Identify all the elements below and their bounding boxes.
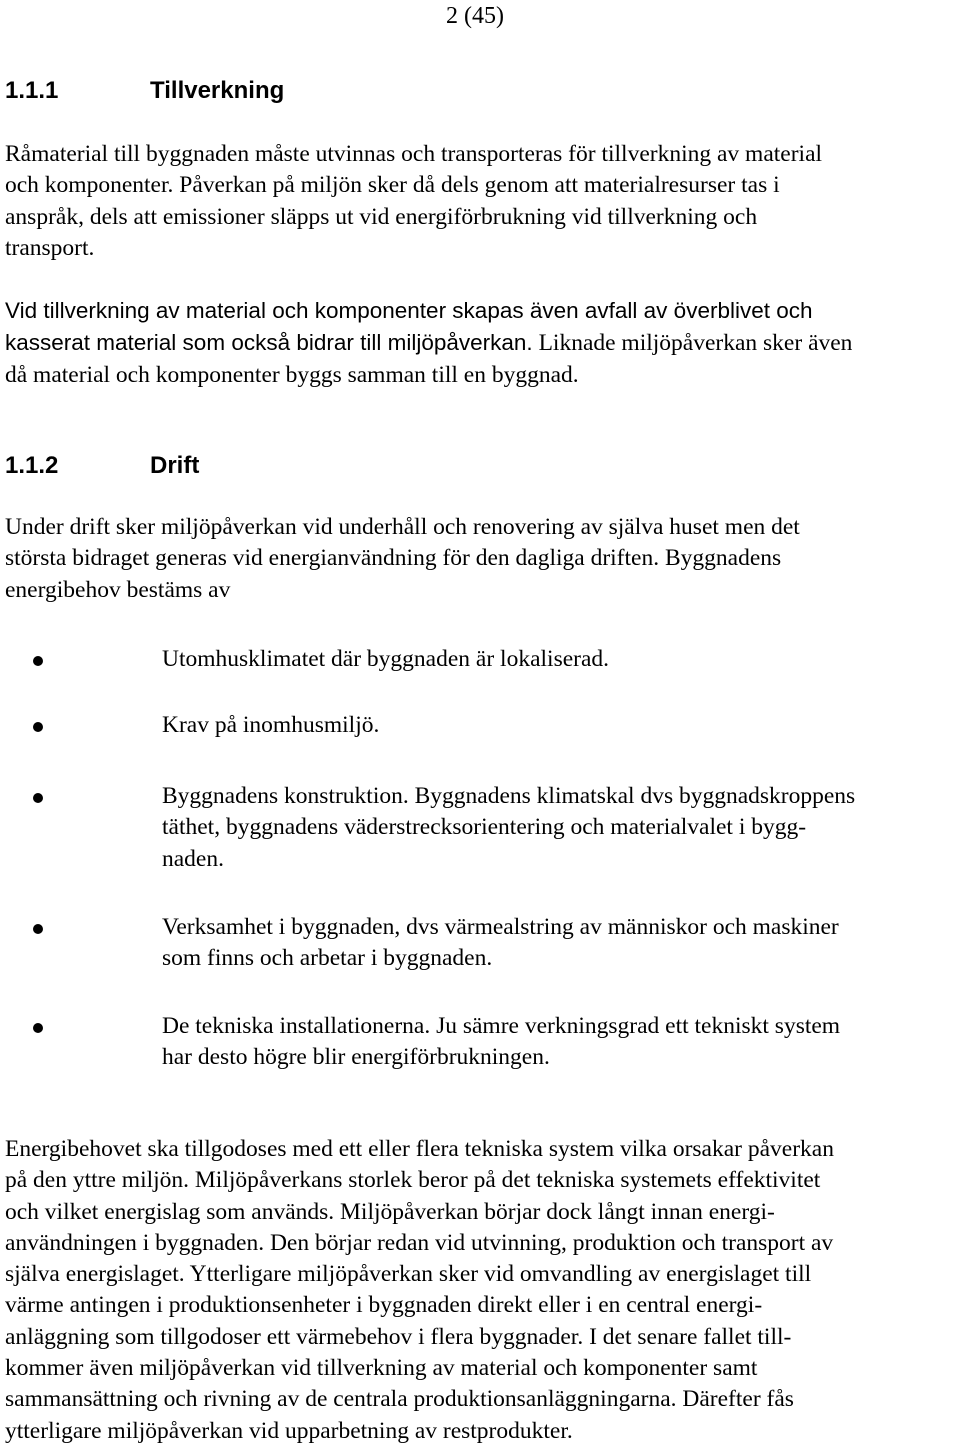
list-item-text: Krav på inomhusmiljö. bbox=[162, 712, 380, 738]
section-heading-drift bbox=[5, 452, 199, 480]
paragraph-operation: Under drift sker miljöpåverkan vid underhåll och renovering av själva huset men det största bidraget generas vid energianvändning för den dagliga driften. Byggnadens energibehov bestäms av bbox=[5, 514, 800, 603]
section-title: Drift bbox=[150, 452, 200, 479]
page-number: 2 (45) bbox=[446, 3, 504, 29]
bullet-dot-icon bbox=[33, 722, 43, 732]
paragraph-waste-sans-part: Vid tillverkning av material och komponenter skapas även avfall av överblivet och kasserat material som också bidrar till miljöpåverkan. bbox=[5, 298, 813, 356]
section-number: 1.1.1 bbox=[5, 77, 59, 104]
paragraph-energy-supply: Energibehovet ska tillgodoses med ett eller flera tekniska system vilka orsakar påverkan på den yttre miljön. Miljöpåverkans storlek beror på det tekniska systemets effektivitet och vilket energislag som används. Miljöpåverkan börjar dock långt innan energi- användningen i byggnaden. Den börjar redan vid utvinning, produktion och transport av själva energislaget. Ytterligare miljöpåverkan sker vid omvandling av energislaget till värme antingen i produktionsenheter i byggnaden direkt eller i en central energi- anläggning som tillgodoser ett värmebehov i flera byggnader. I det senare fallet till- kommer även miljöpåverkan vid tillverkning av material och komponenter samt sammansättning och rivning av de centrala produktionsanläggningarna. Därefter fås ytterligare miljöpåverkan vid upparbetning av restprodukter. bbox=[5, 1136, 834, 1444]
bullet-dot-icon bbox=[33, 656, 43, 666]
paragraph-waste bbox=[5, 295, 960, 391]
section-number: 1.1.2 bbox=[5, 452, 59, 479]
section-title: Tillverkning bbox=[150, 77, 285, 104]
list-item-text: Utomhusklimatet där byggnaden är lokaliserad. bbox=[162, 646, 610, 672]
list-item-text: Verksamhet i byggnaden, dvs värmealstring av människor och maskiner som finns och arbetar i byggnaden. bbox=[162, 914, 839, 972]
bullet-dot-icon bbox=[33, 924, 43, 934]
list-item-text: De tekniska installationerna. Ju sämre verkningsgrad ett tekniskt system har desto högre blir energiförbrukningen. bbox=[162, 1013, 841, 1071]
bullet-dot-icon bbox=[33, 1023, 43, 1033]
paragraph-waste-serif-part: Liknade miljöpåverkan sker även då material och komponenter byggs samman till en byggnad. bbox=[5, 330, 853, 388]
list-item-text: Byggnadens konstruktion. Byggnadens klimatskal dvs byggnadskroppens täthet, byggnadens väderstrecksorientering och materialvalet i bygg- naden. bbox=[162, 783, 856, 872]
section-heading-tillverkning bbox=[5, 77, 284, 105]
bullet-dot-icon bbox=[33, 793, 43, 803]
paragraph-raw-materials: Råmaterial till byggnaden måste utvinnas och transporteras för tillverkning av material och komponenter. Påverkan på miljön sker då dels genom att materialresurser tas i anspråk, dels att emissioner släpps ut vid energiförbrukning vid tillverkning och transport. bbox=[5, 141, 823, 261]
